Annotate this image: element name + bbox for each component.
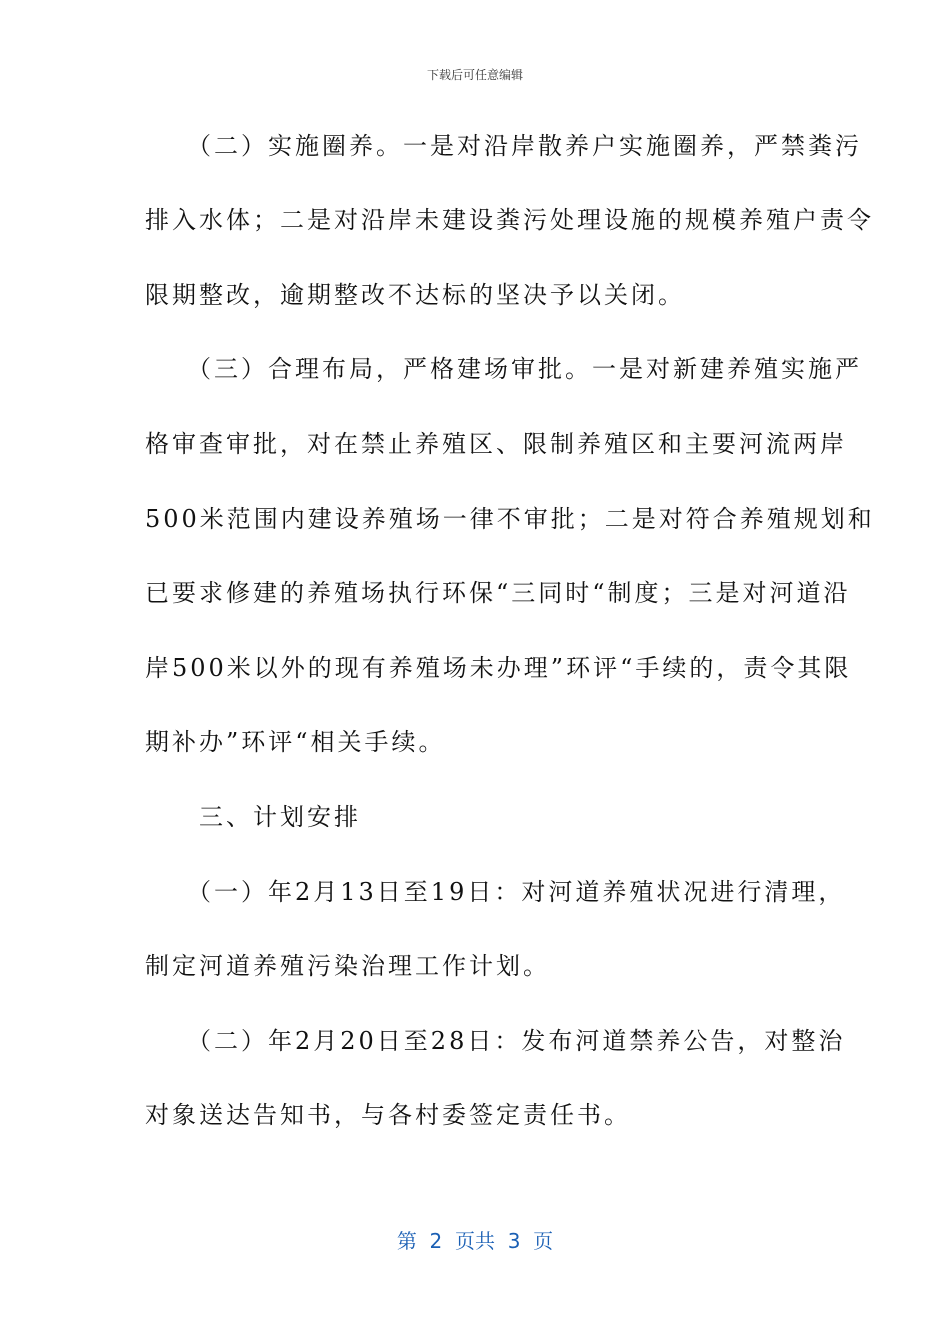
text-line: （三）合理布局，严格建场审批。一是对新建养殖实施严 <box>145 355 862 383</box>
text-line: 已要求修建的养殖场执行环保“三同时“制度；三是对河道沿 <box>145 579 851 607</box>
text-line: 对象送达告知书，与各村委签定责任书。 <box>145 1101 631 1129</box>
text-line: （二）实施圈养。一是对沿岸散养户实施圈养，严禁粪污 <box>145 132 862 160</box>
text-line: 制定河道养殖污染治理工作计划。 <box>145 952 550 980</box>
section-heading: 三、计划安排 <box>145 803 361 831</box>
text-line: （一）年2月13日至19日：对河道养殖状况进行清理， <box>145 878 846 906</box>
text-line: 排入水体；二是对沿岸未建设粪污处理设施的规模养殖户责令 <box>145 206 874 234</box>
text-line: 期补办”环评“相关手续。 <box>145 728 446 756</box>
text-line: 限期整改，逾期整改不达标的坚决予以关闭。 <box>145 281 685 309</box>
text-line: 500米范围内建设养殖场一律不审批；二是对符合养殖规划和 <box>145 505 875 533</box>
page-number: 第 2 页共 3 页 <box>396 1229 554 1253</box>
text-line: 岸500米以外的现有养殖场未办理”环评“手续的，责令其限 <box>145 654 852 682</box>
text-line: 格审查审批，对在禁止养殖区、限制养殖区和主要河流两岸 <box>145 430 847 458</box>
page-header: 下载后可任意编辑 <box>426 68 523 82</box>
text-line: （二）年2月20日至28日：发布河道禁养公告，对整治 <box>145 1027 846 1055</box>
